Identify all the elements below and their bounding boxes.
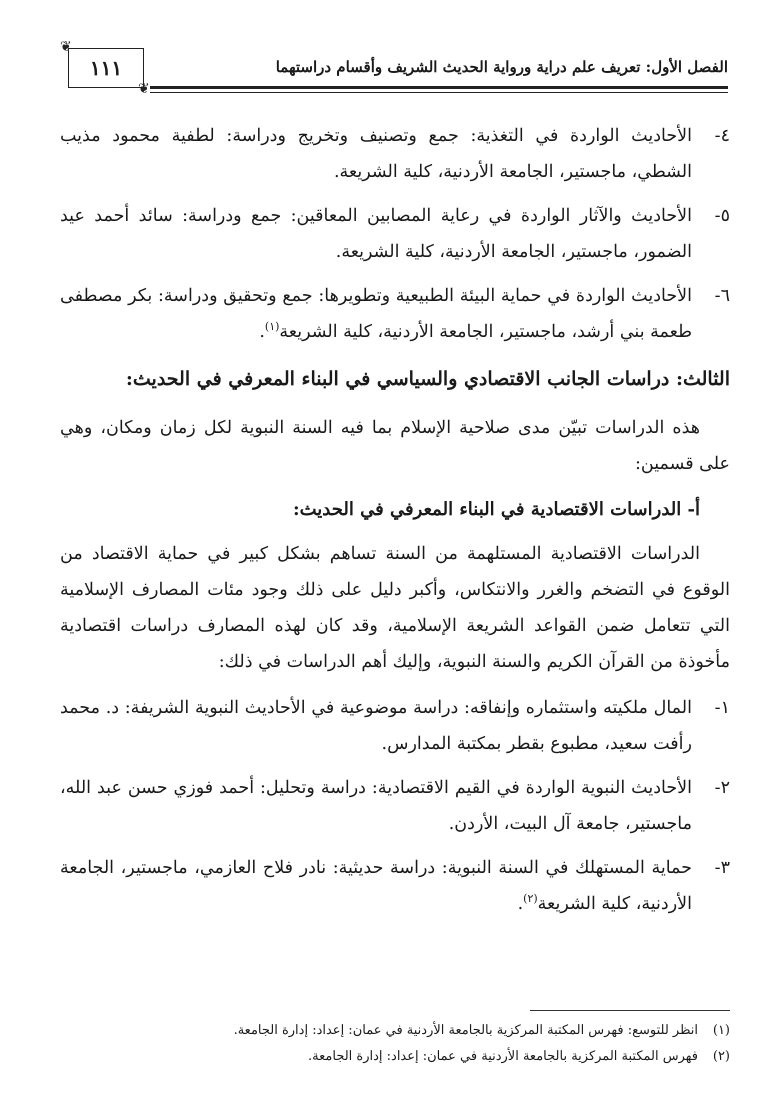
- footnote-number: (٢): [712, 1049, 730, 1064]
- item-text: الأحاديث الواردة في حماية البيئة الطبيعية وتطويرها: جمع وتحقيق ودراسة: بكر مصطفى طعمة بني أرشد، ماجستير، الجامعة الأردنية، كلية الشريعة: [60, 286, 692, 342]
- item-text: الأحاديث والآثار الواردة في رعاية المصابين المعاقين: جمع ودراسة: سائد أحمد عيد الضمور، ماجستير، الجامعة الأردنية، كلية الشريعة.: [60, 206, 692, 262]
- list-item: [60, 850, 730, 922]
- page-body: [60, 118, 730, 930]
- running-title: الفصل الأول: تعريف علم دراية ورواية الحديث الشريف وأقسام دراستهما: [275, 58, 728, 76]
- corner-ornament-icon: ❦: [60, 39, 72, 55]
- list-item: [60, 690, 730, 762]
- list-item: [60, 278, 730, 350]
- item-number: ٢-: [714, 778, 730, 798]
- item-number: ٣-: [714, 858, 730, 878]
- section-intro: هذه الدراسات تبيّن مدى صلاحية الإسلام بما فيه السنة النبوية لكل زمان ومكان، وهي على قسمين:: [60, 418, 730, 474]
- footnote-separator: [530, 1010, 730, 1011]
- list-item: [60, 198, 730, 270]
- list-item: [60, 770, 730, 842]
- footnote-ref: (٢): [523, 892, 538, 906]
- footnote-number: (١): [712, 1023, 730, 1038]
- page-number: ١١١: [89, 56, 123, 80]
- item-text: المال ملكيته واستثماره وإنفاقه: دراسة موضوعية في الأحاديث النبوية الشريفة: د. محمد رأفت سعيد، مطبوع بقطر بمكتبة المدارس.: [60, 698, 692, 754]
- header-rule-thin: [150, 92, 728, 93]
- list-item: [60, 118, 730, 190]
- header-rule: [150, 86, 728, 89]
- footnote: [50, 1044, 730, 1070]
- study-list-economics: [60, 690, 730, 922]
- item-number: ٥-: [714, 206, 730, 226]
- item-end: .: [517, 894, 524, 914]
- footnote-ref: (١): [264, 320, 280, 334]
- study-list-environment: [60, 118, 730, 350]
- page-header: [60, 40, 728, 96]
- subsection-heading: أ- الدراسات الاقتصادية في البناء المعرفي في الحديث:: [292, 499, 700, 520]
- item-text: الأحاديث النبوية الواردة في القيم الاقتصادية: دراسة وتحليل: أحمد فوزي حسن عبد الله، ماجستير، جامعة آل البيت، الأردن.: [60, 778, 692, 834]
- footnote: [50, 1018, 730, 1044]
- footnotes: [50, 1018, 730, 1070]
- item-end: .: [259, 322, 265, 342]
- item-number: ٤-: [714, 126, 730, 146]
- subsection-paragraph: الدراسات الاقتصادية المستلهمة من السنة تساهم بشكل كبير في حماية الاقتصاد من الوقوع في التضخم والغرر والانتكاس، وأكبر دليل على ذلك وجود مئات المصارف الإسلامية التي تتعامل ضمن القواعد الشريعة الإسلامية، وقد كان لهذه المصارف دراسات اقتصادية مأخوذة من القرآن الكريم والسنة النبوية، وإليك أهم الدراسات في ذلك:: [60, 544, 730, 672]
- item-number: ٦-: [714, 286, 730, 306]
- item-text: حماية المستهلك في السنة النبوية: دراسة حديثية: نادر فلاح العازمي، ماجستير، الجامعة الأردنية، كلية الشريعة: [60, 858, 692, 914]
- corner-ornament-icon: ❦: [138, 81, 150, 97]
- item-text: الأحاديث الواردة في التغذية: جمع وتصنيف وتخريج ودراسة: لطفية محمود مذيب الشطي، ماجستير، الجامعة الأردنية، كلية الشريعة.: [60, 126, 692, 182]
- footnote-text: انظر للتوسع: فهرس المكتبة المركزية بالجامعة الأردنية في عمان: إعداد: إدارة الجامعة.: [233, 1023, 698, 1038]
- footnote-text: فهرس المكتبة المركزية بالجامعة الأردنية في عمان: إعداد: إدارة الجامعة.: [308, 1049, 698, 1064]
- item-number: ١-: [714, 698, 730, 718]
- section-heading: الثالث: دراسات الجانب الاقتصادي والسياسي في البناء المعرفي في الحديث:: [125, 368, 730, 390]
- page-number-box: [68, 48, 144, 88]
